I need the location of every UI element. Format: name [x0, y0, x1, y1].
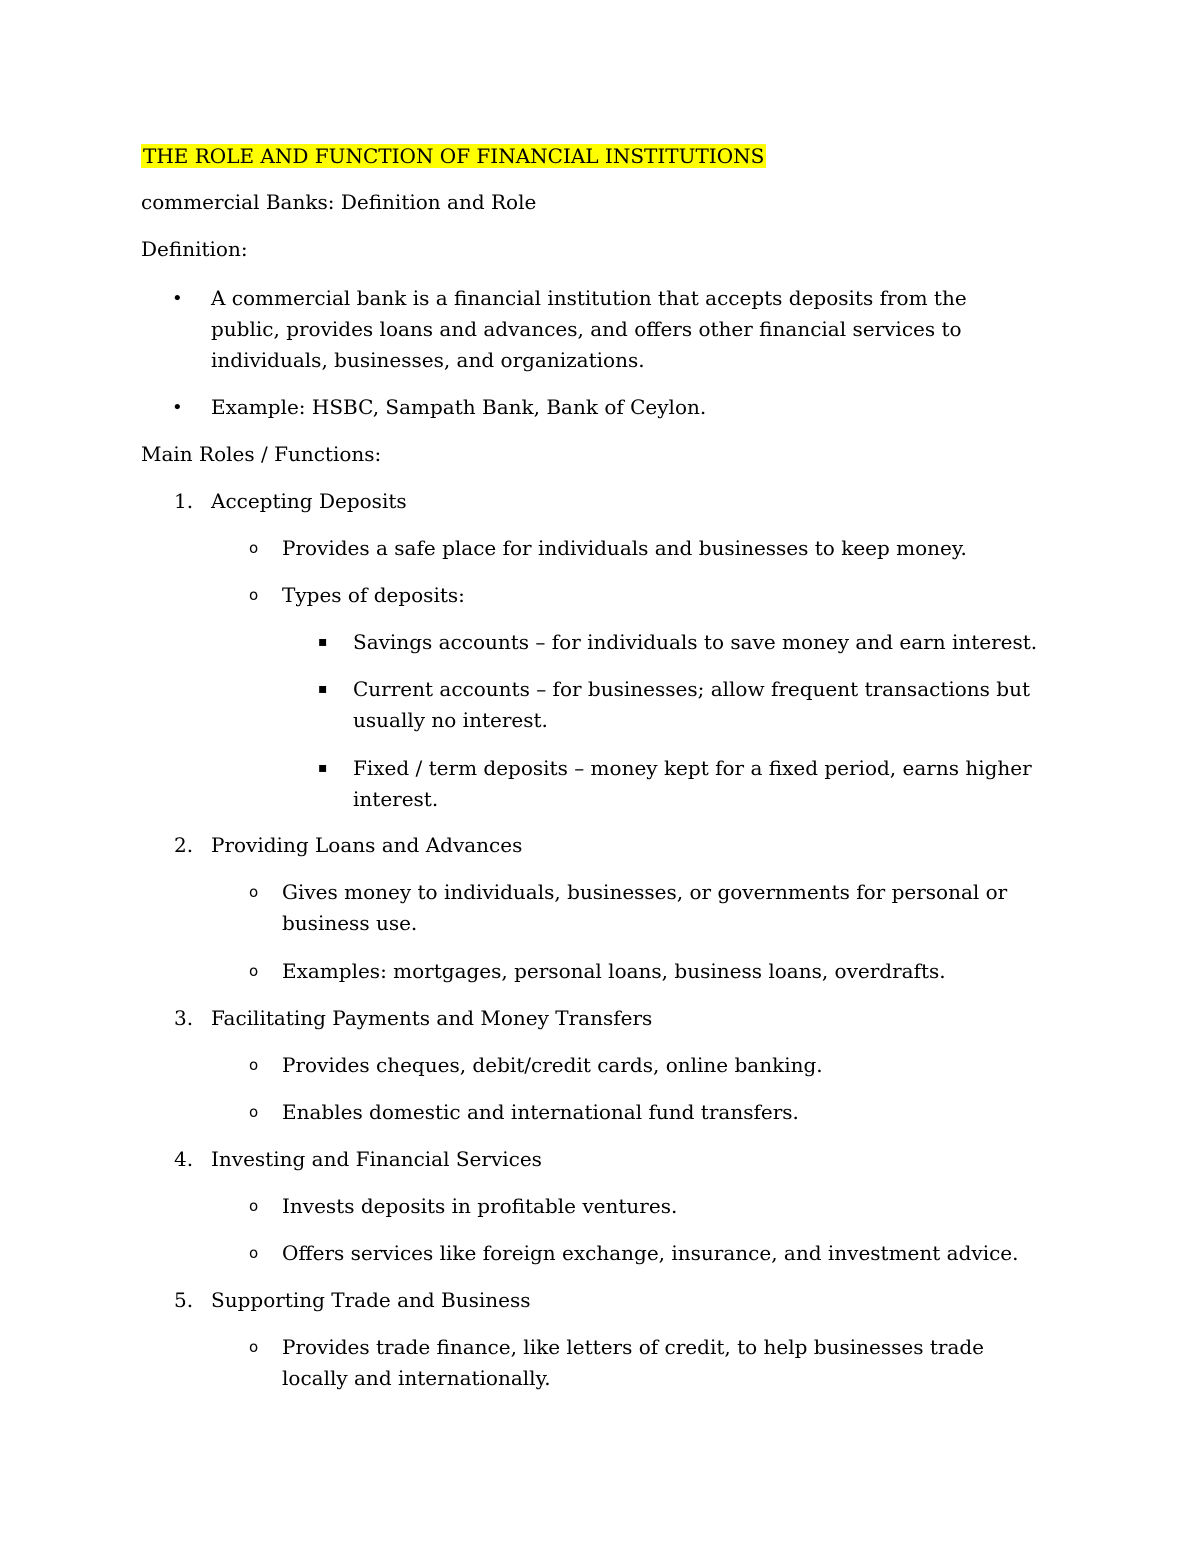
role-title: Facilitating Payments and Money Transfers — [211, 1006, 653, 1030]
circle-bullet-icon: o — [249, 883, 259, 901]
role-point: Examples: mortgages, personal loans, business loans, overdrafts. — [282, 959, 946, 983]
circle-bullet-icon: o — [249, 1197, 259, 1215]
circle-bullet-icon: o — [249, 1244, 259, 1262]
circle-bullet-icon: o — [249, 539, 259, 557]
role-title: Investing and Financial Services — [211, 1147, 542, 1171]
list-number: 2. — [174, 833, 194, 857]
definition-bullet: A commercial bank is a financial institution that accepts deposits from the public, provides loans and advances, and offers other financial services to individuals, businesses, and organizations. — [211, 286, 967, 372]
circle-bullet-icon: o — [249, 1103, 259, 1121]
role-title: Accepting Deposits — [211, 489, 407, 513]
circle-bullet-icon: o — [249, 962, 259, 980]
role-subpoint: Savings accounts – for individuals to save money and earn interest. — [353, 630, 1038, 654]
square-bullet-icon: ▪ — [318, 634, 328, 650]
circle-bullet-icon: o — [249, 1056, 259, 1074]
list-number: 1. — [174, 489, 194, 513]
role-title: Supporting Trade and Business — [211, 1288, 531, 1312]
role-point: Invests deposits in profitable ventures. — [282, 1194, 678, 1218]
section-heading: commercial Banks: Definition and Role — [141, 190, 537, 214]
role-point: Provides cheques, debit/credit cards, online banking. — [282, 1053, 823, 1077]
role-title: Providing Loans and Advances — [211, 833, 523, 857]
role-point: Enables domestic and international fund transfers. — [282, 1100, 799, 1124]
definition-heading: Definition: — [141, 237, 248, 261]
square-bullet-icon: ▪ — [318, 760, 328, 776]
role-subpoint: Current accounts – for businesses; allow frequent transactions but usually no interest. — [353, 677, 1031, 732]
circle-bullet-icon: o — [249, 1338, 259, 1356]
role-subpoint: Fixed / term deposits – money kept for a fixed period, earns higher interest. — [353, 756, 1032, 811]
document-title — [141, 141, 766, 172]
circle-bullet-icon: o — [249, 586, 259, 604]
list-number: 3. — [174, 1006, 194, 1030]
square-bullet-icon: ▪ — [318, 681, 328, 697]
role-point: Offers services like foreign exchange, insurance, and investment advice. — [282, 1241, 1019, 1265]
highlighted-title-text: THE ROLE AND FUNCTION OF FINANCIAL INSTITUTIONS — [143, 144, 765, 168]
list-number: 4. — [174, 1147, 194, 1171]
bullet-dot-icon: • — [172, 397, 183, 418]
definition-bullet: Example: HSBC, Sampath Bank, Bank of Ceylon. — [211, 395, 707, 419]
list-number: 5. — [174, 1288, 194, 1312]
role-point: Types of deposits: — [282, 583, 465, 607]
role-point: Provides a safe place for individuals and businesses to keep money. — [282, 536, 967, 560]
role-point: Provides trade finance, like letters of credit, to help businesses trade locally and internationally. — [282, 1335, 985, 1390]
role-point: Gives money to individuals, businesses, or governments for personal or business use. — [282, 880, 1008, 935]
bullet-dot-icon: • — [172, 288, 183, 309]
roles-heading: Main Roles / Functions: — [141, 442, 382, 466]
